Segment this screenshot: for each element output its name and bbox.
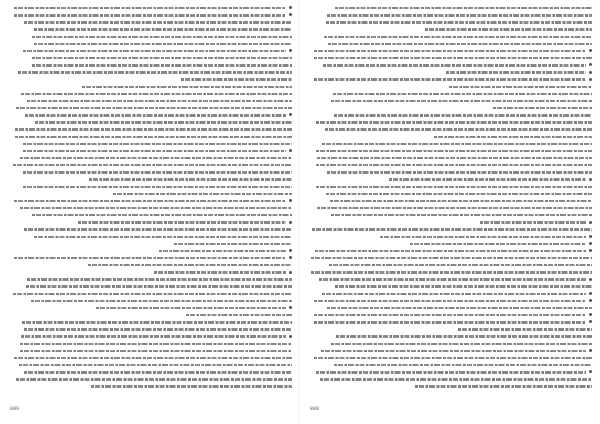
text-line xyxy=(310,156,592,160)
text-ink xyxy=(14,357,292,359)
text-line xyxy=(310,327,592,331)
text-ink xyxy=(326,21,592,23)
text-ink xyxy=(113,193,292,195)
text-line xyxy=(10,106,292,110)
text-line xyxy=(10,6,292,10)
text-line xyxy=(310,27,592,31)
text-line xyxy=(310,77,592,81)
text-ink xyxy=(21,335,286,337)
text-ink xyxy=(23,150,286,152)
text-ink xyxy=(186,314,292,316)
text-ink xyxy=(26,285,292,287)
bullet-mark xyxy=(589,49,592,52)
bullet-mark xyxy=(289,249,292,252)
text-ink xyxy=(322,293,586,295)
bullet-mark xyxy=(589,71,592,74)
text-line xyxy=(10,77,292,81)
text-ink xyxy=(311,271,592,273)
text-ink xyxy=(16,107,292,109)
text-ink xyxy=(23,143,292,145)
text-line xyxy=(310,349,592,353)
text-line xyxy=(310,213,592,217)
text-line xyxy=(310,384,592,388)
text-line xyxy=(310,256,592,260)
text-line xyxy=(310,227,592,231)
text-line xyxy=(310,313,592,317)
text-ink xyxy=(319,278,586,280)
text-line xyxy=(310,249,592,253)
text-line xyxy=(10,242,292,246)
text-ink xyxy=(327,171,592,173)
text-ink xyxy=(425,28,592,30)
text-line xyxy=(10,213,292,217)
text-ink xyxy=(14,7,286,9)
text-line xyxy=(310,270,592,274)
text-line xyxy=(310,199,592,203)
text-ink xyxy=(380,236,586,238)
text-line xyxy=(10,163,292,167)
text-line xyxy=(10,235,292,239)
text-line xyxy=(310,92,592,96)
text-line xyxy=(310,35,592,39)
text-line xyxy=(10,299,292,303)
text-ink xyxy=(24,21,293,23)
text-line xyxy=(10,156,292,160)
text-ink xyxy=(314,321,586,323)
text-ink xyxy=(20,343,292,345)
text-line xyxy=(310,113,592,117)
text-line xyxy=(310,356,592,360)
text-ink xyxy=(20,350,292,352)
text-ink xyxy=(181,78,292,80)
text-ink xyxy=(312,228,592,230)
text-ink xyxy=(329,264,592,266)
text-ink xyxy=(20,157,292,159)
text-ink xyxy=(23,50,286,52)
text-ink xyxy=(327,307,592,309)
text-ink xyxy=(449,86,592,88)
text-ink xyxy=(24,371,292,373)
text-ink xyxy=(154,271,286,273)
text-ink xyxy=(13,164,292,166)
text-ink xyxy=(335,7,592,9)
text-line xyxy=(310,127,592,131)
text-line xyxy=(10,270,292,274)
text-line xyxy=(10,20,292,24)
text-ink xyxy=(325,128,592,130)
text-ink xyxy=(314,57,592,59)
text-line xyxy=(310,263,592,267)
bullet-mark xyxy=(589,249,592,252)
text-ink xyxy=(334,364,592,366)
bullet-mark xyxy=(289,306,292,309)
text-line xyxy=(10,85,292,89)
text-ink xyxy=(24,328,292,330)
text-line xyxy=(10,42,292,46)
text-line xyxy=(310,120,592,124)
text-line xyxy=(310,163,592,167)
bullet-mark xyxy=(589,320,592,323)
text-ink xyxy=(480,221,586,223)
text-ink xyxy=(32,64,292,66)
text-ink xyxy=(331,343,592,345)
bullet-mark xyxy=(289,149,292,152)
text-ink xyxy=(311,257,592,259)
text-line xyxy=(10,277,292,281)
bullet-mark xyxy=(289,113,292,116)
text-ink xyxy=(317,207,592,209)
text-ink xyxy=(16,378,292,380)
text-line xyxy=(310,185,592,189)
text-line xyxy=(310,306,592,310)
text-line xyxy=(310,142,592,146)
text-line xyxy=(310,220,592,224)
text-ink xyxy=(15,136,292,138)
text-ink xyxy=(34,43,292,45)
text-ink xyxy=(389,178,586,180)
bullet-mark xyxy=(589,178,592,181)
text-ink xyxy=(35,121,292,123)
text-line xyxy=(310,177,592,181)
text-ink xyxy=(316,164,592,166)
text-line xyxy=(310,149,592,153)
bullet-mark xyxy=(589,63,592,66)
text-line xyxy=(10,363,292,367)
text-line xyxy=(10,13,292,17)
text-line xyxy=(10,313,292,317)
page-number: 888 xyxy=(310,407,320,412)
text-ink xyxy=(446,71,586,73)
text-ink xyxy=(316,186,592,188)
text-ink xyxy=(326,193,592,195)
text-ink xyxy=(333,93,592,95)
bullet-mark xyxy=(589,221,592,224)
text-line xyxy=(10,27,292,31)
text-line xyxy=(310,284,592,288)
text-line xyxy=(10,327,292,331)
bullet-mark xyxy=(289,199,292,202)
bullet-mark xyxy=(289,335,292,338)
text-line xyxy=(10,170,292,174)
text-line xyxy=(10,120,292,124)
bullet-mark xyxy=(589,299,592,302)
text-ink xyxy=(410,243,586,245)
text-ink xyxy=(328,43,593,45)
text-ink xyxy=(415,385,592,387)
text-ink xyxy=(27,100,292,102)
text-ink xyxy=(335,285,592,287)
bullet-mark xyxy=(589,349,592,352)
text-line xyxy=(310,342,592,346)
text-ink xyxy=(88,264,292,266)
text-line xyxy=(10,320,292,324)
text-ink xyxy=(324,36,592,38)
text-line xyxy=(310,99,592,103)
text-line xyxy=(310,292,592,296)
text-line xyxy=(10,370,292,374)
text-line xyxy=(10,142,292,146)
text-ink xyxy=(31,300,292,302)
text-line xyxy=(10,306,292,310)
text-line xyxy=(10,227,292,231)
text-ink xyxy=(15,128,292,130)
text-ink xyxy=(493,107,592,109)
text-ink xyxy=(19,364,292,366)
text-ink xyxy=(330,200,592,202)
text-line xyxy=(310,49,592,53)
text-line xyxy=(10,199,292,203)
text-ink xyxy=(32,36,292,38)
text-ink xyxy=(78,221,286,223)
text-ink xyxy=(331,100,592,102)
text-ink xyxy=(317,157,592,159)
text-line xyxy=(10,135,292,139)
text-ink xyxy=(18,71,292,73)
text-line xyxy=(10,70,292,74)
text-ink xyxy=(13,293,292,295)
text-line xyxy=(10,92,292,96)
text-line xyxy=(310,370,592,374)
right-text-column xyxy=(310,6,592,394)
text-ink xyxy=(434,136,592,138)
text-line xyxy=(310,363,592,367)
text-ink xyxy=(89,178,292,180)
text-ink xyxy=(14,14,286,16)
bullet-mark xyxy=(589,313,592,316)
text-line xyxy=(310,334,592,338)
text-line xyxy=(310,20,592,24)
bullet-mark xyxy=(589,242,592,245)
right-page xyxy=(300,0,600,424)
text-ink xyxy=(331,214,592,216)
text-ink xyxy=(22,321,292,323)
text-line xyxy=(310,192,592,196)
text-line xyxy=(310,235,592,239)
text-ink xyxy=(91,385,292,387)
text-ink xyxy=(82,86,292,88)
text-line xyxy=(310,242,592,246)
text-line xyxy=(10,334,292,338)
text-line xyxy=(10,35,292,39)
text-line xyxy=(310,56,592,60)
text-ink xyxy=(27,278,292,280)
bullet-mark xyxy=(289,49,292,52)
text-line xyxy=(10,256,292,260)
text-ink xyxy=(316,371,586,373)
text-ink xyxy=(334,114,592,116)
text-line xyxy=(10,99,292,103)
text-line xyxy=(310,6,592,10)
text-ink xyxy=(315,250,586,252)
bullet-mark xyxy=(589,370,592,373)
text-ink xyxy=(327,14,592,16)
bullet-mark xyxy=(589,278,592,281)
text-ink xyxy=(20,207,292,209)
text-line xyxy=(10,220,292,224)
text-line xyxy=(310,106,592,110)
bullet-mark xyxy=(589,235,592,238)
text-line xyxy=(310,377,592,381)
text-line xyxy=(310,277,592,281)
text-line xyxy=(10,192,292,196)
text-ink xyxy=(23,186,293,188)
page-number: 889 xyxy=(10,407,20,412)
text-ink xyxy=(14,257,286,259)
text-ink xyxy=(32,57,292,59)
text-ink xyxy=(34,236,292,238)
text-ink xyxy=(96,307,286,309)
bullet-mark xyxy=(589,292,592,295)
text-ink xyxy=(336,335,592,337)
text-line xyxy=(10,263,292,267)
text-line xyxy=(10,342,292,346)
text-ink xyxy=(321,350,586,352)
text-ink xyxy=(322,143,592,145)
bullet-mark xyxy=(289,221,292,224)
bullet-mark xyxy=(289,6,292,9)
text-ink xyxy=(25,114,286,116)
text-line xyxy=(10,384,292,388)
text-line xyxy=(10,56,292,60)
text-line xyxy=(310,299,592,303)
text-line xyxy=(10,185,292,189)
text-ink xyxy=(314,50,586,52)
left-text-column xyxy=(10,6,292,394)
text-line xyxy=(310,320,592,324)
bullet-mark xyxy=(289,13,292,16)
text-line xyxy=(10,356,292,360)
text-ink xyxy=(24,228,292,230)
text-line xyxy=(10,292,292,296)
text-line xyxy=(10,127,292,131)
text-ink xyxy=(314,78,586,80)
text-ink xyxy=(14,200,286,202)
bullet-mark xyxy=(289,256,292,259)
text-line xyxy=(10,149,292,153)
text-ink xyxy=(21,93,292,95)
text-line xyxy=(310,85,592,89)
text-ink xyxy=(323,64,586,66)
text-line xyxy=(310,70,592,74)
text-line xyxy=(10,284,292,288)
text-line xyxy=(310,135,592,139)
text-ink xyxy=(174,243,292,245)
text-ink xyxy=(159,250,286,252)
text-line xyxy=(310,63,592,67)
text-line xyxy=(10,177,292,181)
text-ink xyxy=(32,214,292,216)
text-line xyxy=(10,249,292,253)
text-line xyxy=(10,113,292,117)
text-line xyxy=(10,349,292,353)
text-line xyxy=(310,170,592,174)
text-ink xyxy=(34,28,292,30)
text-ink xyxy=(316,150,592,152)
text-ink xyxy=(314,357,592,359)
bullet-mark xyxy=(589,78,592,81)
text-ink xyxy=(320,378,592,380)
text-ink xyxy=(458,328,592,330)
text-line xyxy=(310,13,592,17)
text-line xyxy=(310,42,592,46)
text-line xyxy=(10,49,292,53)
text-line xyxy=(10,377,292,381)
bullet-mark xyxy=(289,271,292,274)
text-line xyxy=(310,206,592,210)
text-ink xyxy=(316,121,592,123)
text-line xyxy=(10,63,292,67)
text-ink xyxy=(314,314,586,316)
text-ink xyxy=(314,300,586,302)
text-line xyxy=(10,206,292,210)
text-ink xyxy=(23,171,292,173)
